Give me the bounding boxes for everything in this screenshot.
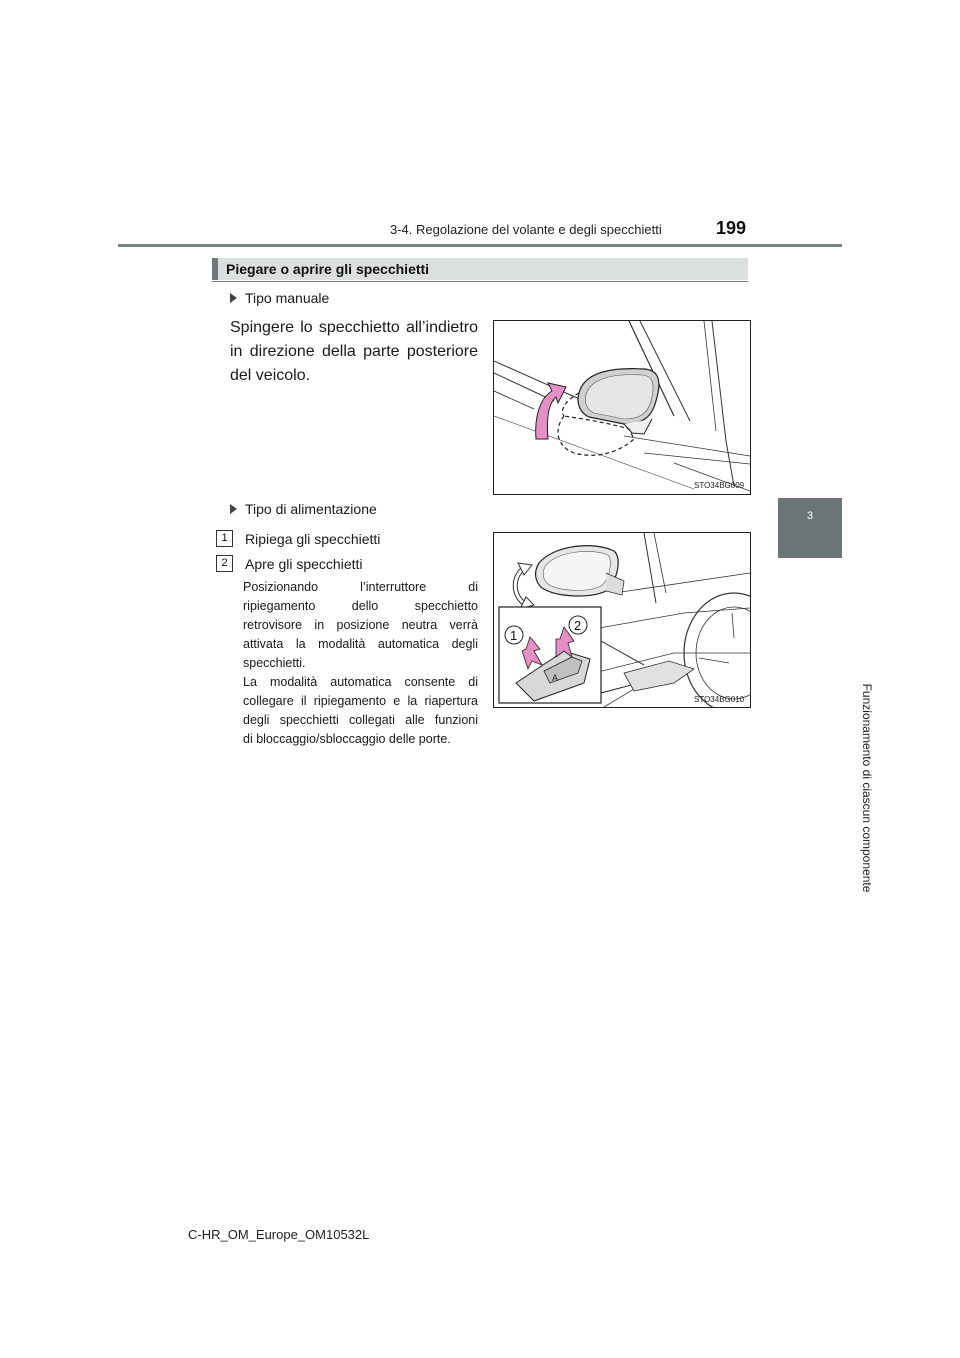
figure-manual-mirror [493,320,751,495]
section-heading-accent [212,258,218,280]
bullet-power [230,501,377,517]
power-note-line: specchietti. [243,656,306,670]
page-number: 199 [716,218,747,238]
figure-power-mirror [493,532,751,708]
power-item-2-text: Apre gli specchietti [245,555,363,572]
document-id: C-HR_OM_Europe_OM10532L [188,1227,370,1242]
bullet-manual-label: Tipo manuale [245,290,330,306]
power-note-line: Posizionando l’interruttore di [243,580,478,594]
manual-mirror-illustration [494,321,750,494]
power-note [243,578,478,749]
number-badge-2: 2 [216,555,233,572]
figure-callout-1: 1 [510,628,518,643]
chapter-number: 3 [806,510,814,522]
power-note-line: ripiegamento dello specchietto [243,599,478,613]
section-heading: Piegare o aprire gli specchietti [226,261,430,277]
power-item-2 [216,553,363,572]
figure-code-power: STO34BG010 [694,695,745,704]
switch-letter: A [552,673,559,683]
power-item-1 [216,528,380,547]
power-item-1-text: Ripiega gli specchietti [245,530,381,547]
figure-code-manual: STO34BG009 [694,481,745,490]
manual-instruction: Spingere lo specchietto all’indietro in direzione della parte posteriore del veicolo. [230,319,478,384]
power-note-line: collegare il ripiegamento e la riapertura [243,694,478,708]
bullet-power-label: Tipo di alimentazione [245,501,377,517]
bullet-manual [230,290,329,306]
section-heading-underline [212,281,748,282]
number-badge-1: 1 [216,530,233,547]
power-mirror-illustration [494,533,750,707]
triangle-bullet-icon [230,504,237,514]
triangle-bullet-icon [230,293,237,303]
power-note-line: di bloccaggio/sbloccaggio delle porte. [243,732,451,746]
header-section-title: 3-4. Regolazione del volante e degli specchietti [390,222,662,237]
power-note-line: retrovisore in posizione neutra verrà [243,618,478,632]
power-note-line: La modalità automatica consente di [243,675,478,689]
section-heading-bar [212,258,748,280]
header-divider [118,244,842,247]
power-note-line: degli specchietti collegati alle funzioni [243,713,478,727]
chapter-title-vertical: Funzionamento di ciascun componente [860,683,874,893]
figure-callout-2: 2 [574,618,582,633]
chapter-tab [778,498,842,558]
power-note-line: attivata la modalità automatica degli [243,637,478,651]
